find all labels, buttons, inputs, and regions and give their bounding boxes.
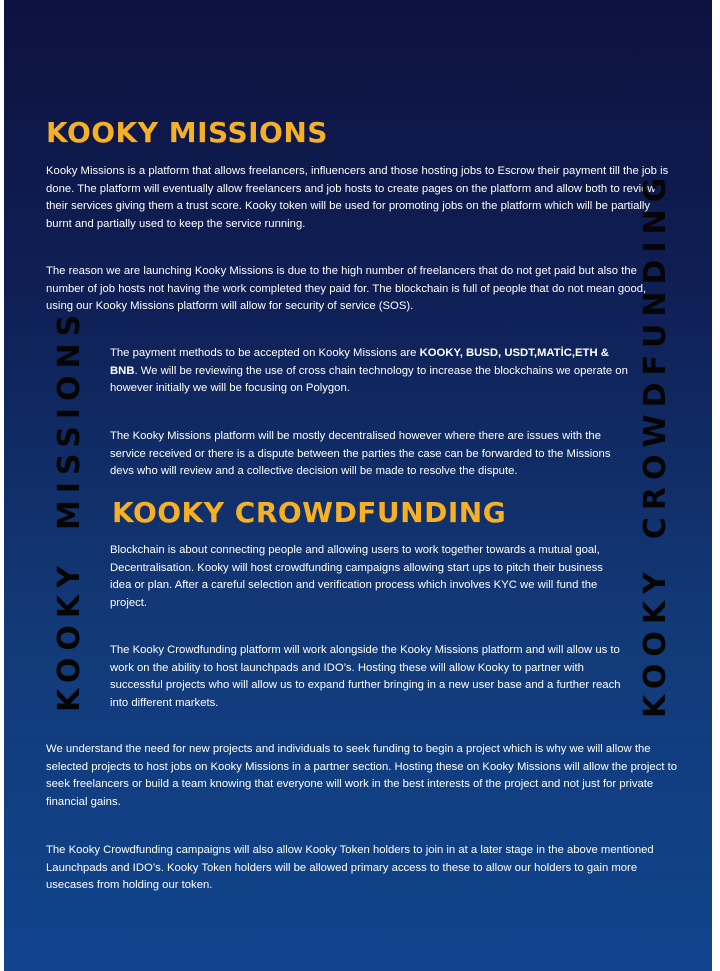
payment-methods-text-pre: The payment methods to be accepted on Kooky Missions are (110, 347, 420, 359)
vertical-crowdfunding-label: CROWDFUNDING (638, 170, 673, 540)
token-holders-paragraph: The Kooky Crowdfunding campaigns will also allow Kooky Token holders to join in at a later stage in the above mentioned Launchpads and IDO’s. Kooky Token holders will be allowed primary access to these to allow our holders to gain more usecases from holding our token. (46, 844, 654, 892)
missions-heading: KOOKY MISSIONS (46, 116, 328, 149)
crowdfunding-heading: KOOKY CROWDFUNDING (112, 496, 507, 529)
crowdfunding-intro-paragraph: Blockchain is about connecting people and allowing users to work together towards a mutual goal, Decentralisation. Kooky will host crowdfunding campaigns allowing start ups to pitch their business idea or plan. After a careful selection and verification process which involves KYC we will fund the project. (110, 544, 603, 609)
vertical-kooky-label-right: KOOKY (638, 565, 673, 718)
vertical-missions-label: MISSIONS (52, 307, 87, 530)
payment-methods-text-post: . We will be reviewing the use of cross chain technology to increase the blockchains we operate on however initially we will be focusing on Polygon. (110, 364, 628, 395)
vertical-kooky-crowdfunding-label (638, 171, 673, 718)
payment-methods-tokens: KOOKY, BUSD, USDT,MATİC,ETH & BNB (110, 347, 609, 377)
payment-methods-paragraph (110, 345, 630, 398)
missions-reason-paragraph: The reason we are launching Kooky Missions is due to the high number of freelancers that do not get paid but also the number of job hosts not having the work completed they paid for. The blockchain is full of people that do not mean good, using our Kooky Missions platform will allow for security of service (SOS). (46, 265, 647, 313)
crowdfunding-partner-paragraph: The Kooky Crowdfunding platform will work alongside the Kooky Missions platform and will allow us to work on the ability to host launchpads and IDO’s. Hosting these will allow Kooky to partner with successful projects who will allow us to expand further bringing in a new user base and a further reach into different markets. (110, 644, 621, 709)
missions-intro-paragraph: Kooky Missions is a platform that allows freelancers, influencers and those hosting jobs to Escrow their payment till the job is done. The platform will eventually allow freelancers and job hosts to create pages on the platform and allow both to review their services giving them a trust score. Kooky token will be used for promoting jobs on the platform which will be partially burnt and partially used to keep the service running. (46, 165, 669, 230)
document-page (4, 0, 712, 971)
decentralised-paragraph: The Kooky Missions platform will be mostly decentralised however where there are issues with the service received or there is a dispute between the parties the case can be forwarded to the Missions devs who will review and a collective decision will be made to resolve the dispute. (110, 430, 611, 478)
funding-need-paragraph: We understand the need for new projects and individuals to seek funding to begin a project which is why we will allow the selected projects to host jobs on Kooky Missions in a partner section. Hosting these on Kooky Missions will allow the project to seek freelancers or build a team knowing that everyone will work in the best interests of the project and not just for private financial gains. (46, 743, 678, 808)
vertical-kooky-label-left: KOOKY (52, 559, 87, 712)
